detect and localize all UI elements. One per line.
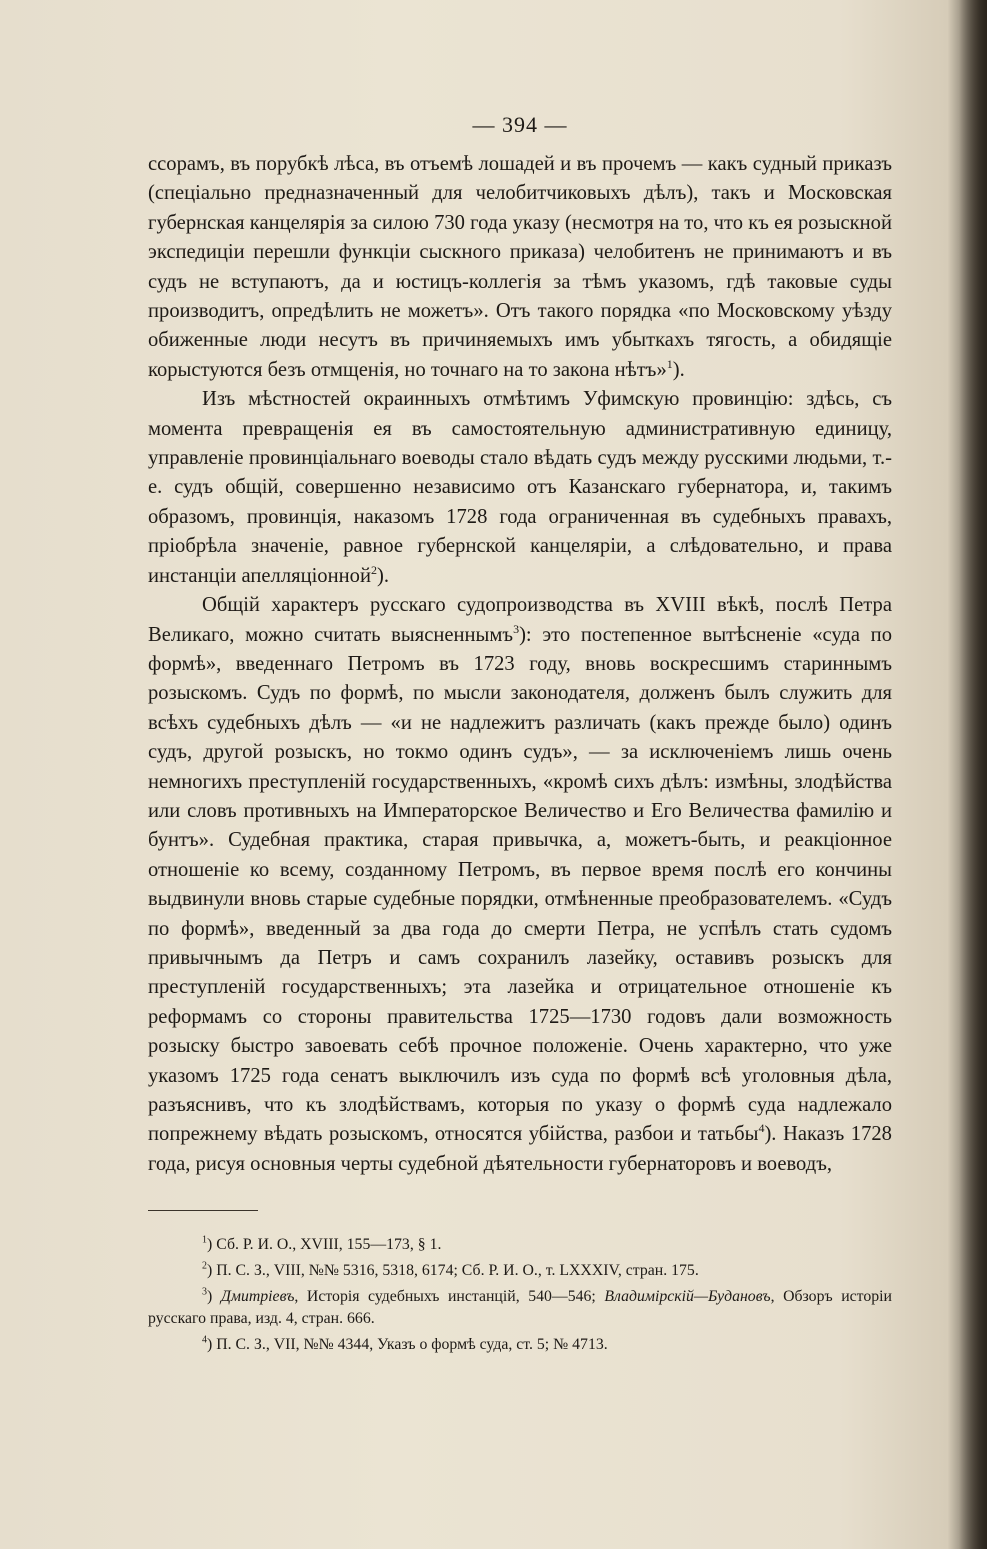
footnote-text: ) П. С. З., VII, №№ 4344, Указъ о формѣ суда, ст. 5; № 4713. (207, 1336, 608, 1353)
footnote-ref-3: 3 (513, 621, 520, 636)
footnote-mark: 1 (202, 1234, 207, 1246)
paragraph-text: ссорамъ, въ порубкѣ лѣса, въ отъемѣ лошадей и въ прочемъ — какъ судный приказъ (спеціально предназначенный для челобитчиковыхъ дѣлъ), такъ и Московская губернская канцелярія за силою 730 года указу (несмотря на то, что къ ея розыскной экспедиціи перешли функціи сыскного приказа) челобитенъ не принимаютъ и въ судъ не вступаютъ, да и юстицъ-коллегія за тѣмъ указомъ, гдѣ таковые суды производитъ, опредѣлить не можетъ». Отъ такого порядка «по Московскому уѣзду обиженные люди несутъ въ причиняемыхъ имъ убыткахъ тягость, а обидящіе корыстуются безъ отмщенія, но точнаго на то закона нѣтъ» (148, 153, 892, 381)
footnote-text: ) П. С. З., VIII, №№ 5316, 5318, 6174; Сб. Р. И. О., т. LXXXIV, стран. 175. (207, 1262, 699, 1279)
footnote-author: Владимірскій—Будановъ (604, 1288, 771, 1305)
footnote-1 (148, 1234, 892, 1256)
footnote-ref-2: 2 (370, 562, 377, 577)
footnote-mark: 3 (202, 1286, 207, 1298)
footnote-mark: 2 (202, 1260, 207, 1272)
footnote-text: , Обзоръ исторіи русскаго права, изд. 4, стран. 666. (148, 1288, 892, 1327)
paragraph-3 (148, 591, 892, 1179)
paragraph-text: Изъ мѣстностей окраинныхъ отмѣтимъ Уфимскую провинцію: здѣсь, съ момента превращенія ея въ самостоятельную административную единицу, управленіе провинціальнаго воеводы стало вѣдать судъ между русскими людьми, т.-е. судъ общій, совершенно независимо отъ Казанскаго губернатора, и, такимъ образомъ, провинція, наказомъ 1728 года ограниченная въ судебныхъ правахъ, пріобрѣла значеніе, равное губернской канцеляріи, а слѣдовательно, и права инстанціи апелляціонной (148, 388, 892, 587)
page-number: — 394 — (472, 112, 568, 137)
book-binding-shadow (959, 0, 987, 1549)
footnote-ref-4: 4 (758, 1121, 765, 1136)
main-text (148, 150, 892, 1179)
paragraph-text: ). (376, 564, 389, 587)
paragraph-1 (148, 150, 892, 385)
footnote-2 (148, 1260, 892, 1282)
footnote-3: $^3$) Дмитріевъ, Исторія судебныхъ инстанцій, 540—546; Владимірскій—Будановъ, Обзоръ исторіи русскаго права, изд. 4, стран. 666. (148, 1286, 892, 1327)
footnotes (148, 1234, 892, 1360)
paragraph-text: ). (672, 358, 685, 381)
footnote-author: Дмитріевъ (220, 1288, 295, 1305)
footnote-ref-1: 1 (666, 356, 673, 371)
footnote-text: ) Сб. Р. И. О., XVIII, 155—173, § 1. (207, 1236, 442, 1253)
paragraph-text: Общій характеръ русскаго судопроизводства въ XVIII вѣкѣ, послѣ Петра Великаго, можно считать выясненнымъ (148, 594, 892, 646)
footnote-mark: 4 (202, 1334, 207, 1346)
paragraph-2 (148, 385, 892, 591)
footnote-text: , Исторія судебныхъ инстанцій, 540—546; (294, 1288, 605, 1305)
footnote-4 (148, 1334, 892, 1356)
paragraph-text: ). Наказъ 1728 года, рисуя основныя черты судебной дѣятельности губернаторовъ и воеводъ, (148, 1123, 892, 1175)
footnote-divider (148, 1210, 258, 1211)
paragraph-text: ): это постепенное вытѣсненіе «суда по формѣ», введеннаго Петромъ въ 1723 году, вновь воскресшимъ стариннымъ розыскомъ. Судъ по формѣ, по мысли законодателя, долженъ былъ служить для всѣхъ судебныхъ дѣлъ — «и не надлежитъ различать (какъ прежде было) одинъ судъ, другой розыскъ, но токмо одинъ судъ», — за исключеніемъ лишь очень немногихъ преступленій государственныхъ, «кромѣ сихъ дѣлъ: измѣны, злодѣйства или словъ противныхъ на Императорское Величество и Его Величества фамилію и бунтъ». Судебная практика, старая привычка, а, можетъ-быть, и реакціонное отношеніе ко всему, созданному Петромъ, въ первое время послѣ его кончины выдвинули вновь старые судебные порядки, отмѣненные преобразователемъ. «Судъ по формѣ», введенный за два года до смерти Петра, не успѣлъ стать судомъ привычнымъ да Петръ и самъ сохранилъ лазейку, оставивъ розыскъ для преступленій государственныхъ; эта лазейка и отрицательное отношеніе къ реформамъ со стороны правительства 1725—1730 годовъ дали возможность розыску быстро завоевать себѣ прочное положеніе. Очень характерно, что уже указомъ 1725 года сенатъ выключилъ изъ суда по формѣ всѣ уголовныя дѣла, разъяснивъ, что къ злодѣйствамъ, которыя по указу о формѣ суда надлежало попрежнему вѣдать розыскомъ, относятся убійства, разбои и татьбы (148, 623, 892, 1146)
